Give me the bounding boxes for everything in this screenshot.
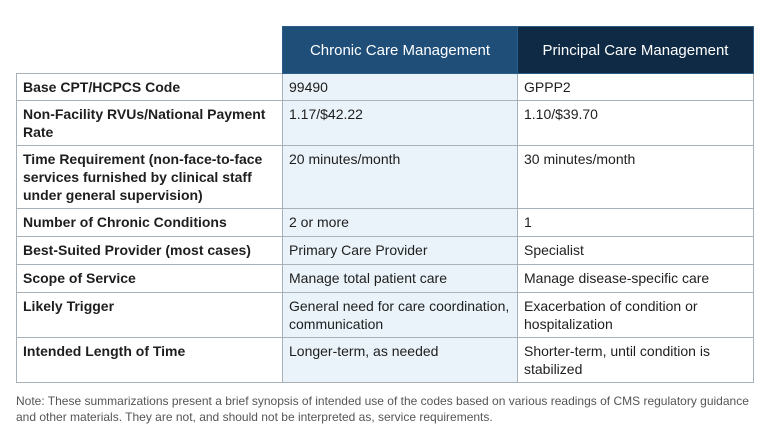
row-label: Scope of Service [17,265,283,293]
row-label: Base CPT/HCPCS Code [17,74,283,101]
row-label: Best-Suited Provider (most cases) [17,237,283,265]
pcm-value: 1.10/$39.70 [518,101,754,146]
ccm-value: Primary Care Provider [283,237,518,265]
ccm-value: Longer-term, as needed [283,338,518,383]
pcm-value: 30 minutes/month [518,146,754,209]
header-principal-care-management: Principal Care Management [518,27,754,74]
ccm-value: General need for care coordination, communication [283,293,518,338]
ccm-value: 1.17/$42.22 [283,101,518,146]
table-row [17,293,754,338]
row-label: Number of Chronic Conditions [17,209,283,237]
pcm-value: Specialist [518,237,754,265]
row-label: Likely Trigger [17,293,283,338]
pcm-value: Manage disease-specific care [518,265,754,293]
header-chronic-care-management: Chronic Care Management [283,27,518,74]
table-row [17,237,754,265]
table-row [17,338,754,383]
comparison-table [16,26,754,383]
pcm-value: Shorter-term, until condition is stabilized [518,338,754,383]
header-blank-cell [17,27,283,74]
pcm-value: GPPP2 [518,74,754,101]
table-row [17,209,754,237]
table-row [17,146,754,209]
row-label: Non-Facility RVUs/National Payment Rate [17,101,283,146]
ccm-value: Manage total patient care [283,265,518,293]
header-row [17,27,754,74]
row-label: Time Requirement (non-face-to-face services furnished by clinical staff under general supervision) [17,146,283,209]
pcm-value: 1 [518,209,754,237]
table-row [17,265,754,293]
table-row [17,74,754,101]
row-label: Intended Length of Time [17,338,283,383]
ccm-value: 20 minutes/month [283,146,518,209]
ccm-value: 99490 [283,74,518,101]
footnote: Note: These summarizations present a brief synopsis of intended use of the codes based on various readings of CMS regulatory guidance and other materials. They are not, and should not be interpreted as, service requirements. [16,394,749,424]
ccm-value: 2 or more [283,209,518,237]
pcm-value: Exacerbation of condition or hospitalization [518,293,754,338]
table-row [17,101,754,146]
